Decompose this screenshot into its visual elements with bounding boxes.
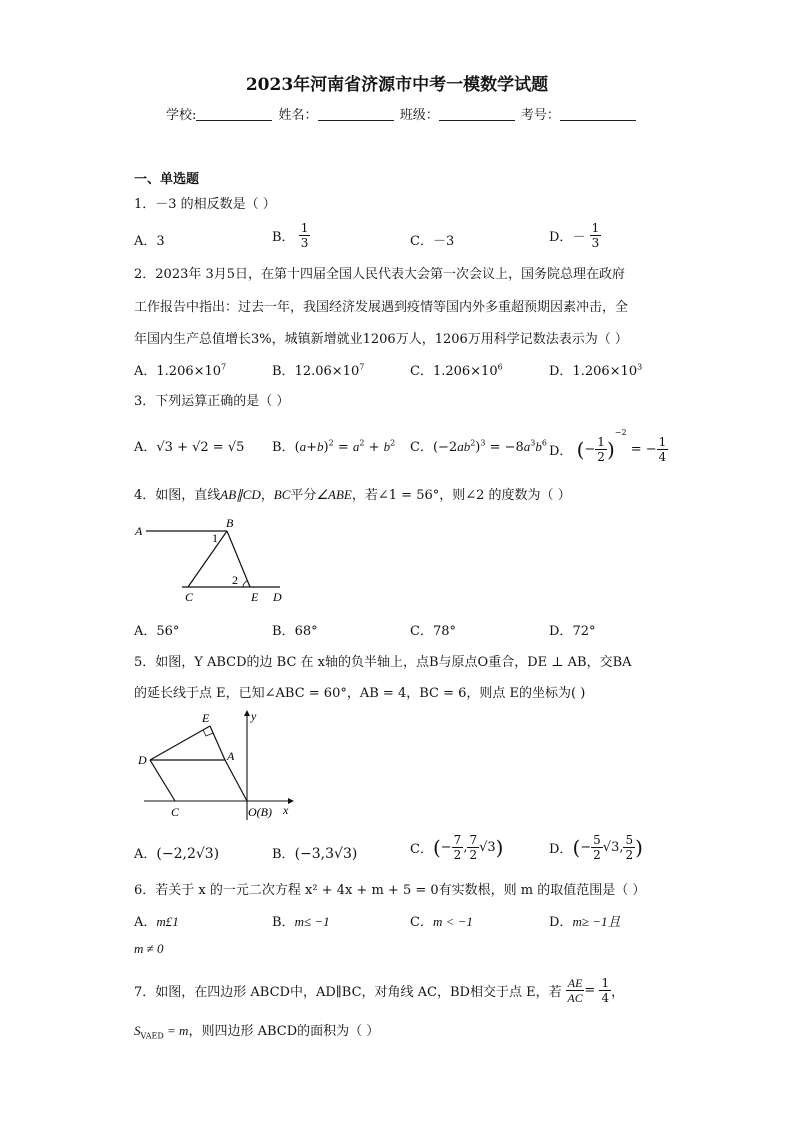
q6-option-c: C．m < −1	[410, 914, 473, 930]
q4-option-a: A．56°	[134, 624, 180, 639]
q5-option-a: A．(−2,2√3)	[134, 846, 220, 862]
q4-label-e: E	[251, 590, 259, 604]
q5-label-o: O(B)	[248, 805, 272, 819]
q2-line-2: 工作报告中指出：过去一年，我国经济发展遇到疫情等国内外多重超预期因素冲击，全	[134, 300, 629, 315]
q4-label-a: A	[135, 524, 143, 538]
q5-label-e: E	[202, 711, 210, 725]
q4-option-d: D．72°	[549, 624, 596, 639]
q6-stem: 6．若关于 x 的一元二次方程 x² + 4x + m + 5 = 0有实数根，则 m 的取值范围是（ ）	[134, 883, 646, 898]
q1-stem: 1．－3 的相反数是（ ）	[134, 197, 276, 212]
q4-option-b: B．68°	[272, 624, 318, 639]
q3-option-c: C．$(-2ab^2)^3 = -8a^3b^6$	[410, 438, 547, 455]
q5-line-2: 的延长线于点 E，已知∠ABC = 60°，AB = 4，BC = 6，则点 E的坐标为( )	[134, 686, 586, 701]
q5-label-y: y	[251, 709, 257, 723]
q2-option-a: A．$1.206\times 10^7$	[134, 362, 227, 379]
q2-option-d: D．$1.206\times 10^3$	[549, 362, 643, 379]
q4-label-c: C	[185, 590, 194, 604]
q4-figure	[130, 512, 300, 604]
school-blank	[196, 107, 272, 121]
q7-line-1: 7．如图，在四边形 ABCD中，AD∥BC，对角线 AC，BD相交于点 E，若 $\frac{AE}{AC}$ = $\frac{1}{4}$ ，	[134, 976, 625, 1005]
q4-label-1: 1	[212, 531, 218, 545]
q5-line-1: 5．如图，Y ABCD的边 BC 在 x轴的负半轴上，点B与原点O重合，DE ⊥ AB，交BA	[134, 655, 632, 670]
number-blank	[560, 107, 636, 121]
q5-figure	[130, 708, 295, 826]
q3-option-b: B．$(a+b)^2 = a^2 + b^2$	[272, 438, 396, 455]
q2-line-1: 2．2023年 3月5日，在第十四届全国人民代表大会第一次会议上，国务院总理在政府	[134, 267, 626, 282]
q3-stem: 3．下列运算正确的是（ ）	[134, 394, 290, 409]
class-label: 班级：	[399, 108, 439, 123]
number-label: 考号：	[520, 108, 560, 123]
q5-label-x: x	[283, 803, 289, 817]
q5-option-c: C．(− $\frac{7}{2}$ , $\frac{7}{2}$ √3)	[410, 833, 504, 862]
q2-option-c: C．$1.206\times 10^6$	[410, 362, 503, 379]
q2-line-3: 年国内生产总值增长3%，城镇新增就业1206万人，1206万用科学记数法表示为（ ）	[134, 332, 628, 347]
q1-option-b: B． $\frac{1}{3}$	[272, 221, 309, 250]
q6-option-b: B．m≤ −1	[272, 914, 330, 930]
q5-option-d: D．(− $\frac{5}{2}$ √3, $\frac{5}{2}$ )	[549, 833, 643, 862]
q3-option-a: A．√3 + √2 = √5	[134, 440, 245, 455]
q3-option-d: D． (− $\frac{1}{2}$ )$^{-2}$ = − $\frac{1}{4}$	[549, 428, 667, 464]
q4-option-c: C．78°	[410, 624, 456, 639]
q7-line-2: $S_{VAED} = m$，则四边形 ABCD的面积为（ ）	[134, 1023, 380, 1041]
q6-option-d: D．m≥ −1且	[549, 914, 621, 930]
q6-option-a: A．m£1	[134, 914, 179, 930]
q1-option-d: D．－ $\frac{1}{3}$	[549, 221, 600, 250]
q4-label-b: B	[226, 516, 234, 530]
q5-label-d: D	[138, 753, 147, 767]
student-info-line	[166, 104, 638, 123]
q5-label-c: C	[171, 805, 180, 819]
q5-label-a: A	[227, 749, 235, 763]
q1-option-c: C．－3	[410, 234, 455, 249]
class-blank	[439, 107, 515, 121]
section-heading: 一、单选题	[134, 172, 200, 187]
q1-option-a: A．3	[134, 234, 165, 249]
q5-option-b: B．(−3,3√3)	[272, 846, 358, 862]
school-label: 学校:	[166, 108, 197, 123]
q4-label-2: 2	[232, 573, 238, 587]
q4-label-d: D	[273, 590, 282, 604]
q4-stem: 4．如图，直线AB∥CD，BC平分∠ABE，若∠1 = 56°，则∠2 的度数为（ ）	[134, 487, 571, 503]
q2-option-b: B．$12.06\times 10^7$	[272, 362, 365, 379]
q6-option-d-continued: m ≠ 0	[134, 941, 164, 956]
page-title: 2023年河南省济源市中考一模数学试题	[245, 75, 549, 95]
name-blank	[318, 107, 394, 121]
name-label: 姓名：	[278, 108, 318, 123]
